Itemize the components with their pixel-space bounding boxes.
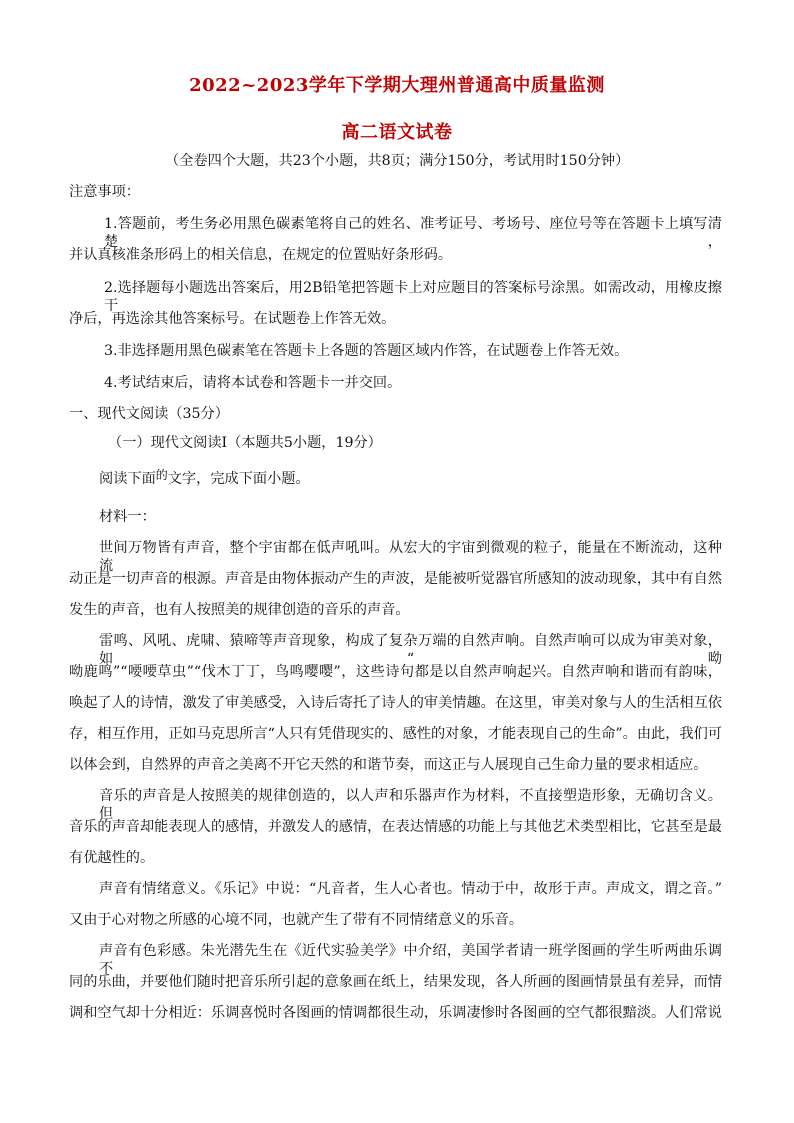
p2-line-2: 呦鹿鸣”“喓喓草虫”“伐木丁丁，鸟鸣嘤嘤”，这些诗句都是以自然声响起兴。自然声响和谐而有韵味，	[69, 664, 722, 680]
p2-line-1: 雷鸣、风吼、虎啸、猿啼等声音现象，构成了复杂万端的自然声响。自然声响可以成为审美对象，如“呦	[99, 633, 722, 667]
instruction-superscript: 的	[155, 468, 168, 482]
p5-line-3: 调和空气却十分相近：乐调喜悦时各图画的情调都很生动，乐调凄惨时各图画的空气都很黯淡。人们常说	[69, 1005, 722, 1021]
note-item-1-line-2: 并认真核准条形码上的相关信息，在规定的位置贴好条形码。	[69, 247, 453, 263]
note-item-3: 3.非选择题用黑色碳素笔在答题卡上各题的答题区域内作答，在试题卷上作答无效。	[104, 343, 629, 359]
exam-subtitle: 高二语文试卷	[341, 122, 453, 143]
p3-line-2: 音乐的声音却能表现人的感情，并激发人的感情，在表达情感的功能上与其他艺术类型相比，它甚至是最	[69, 819, 722, 835]
p1-line-3: 发生的声音，也有人按照美的规律创造的音乐的声音。	[69, 602, 410, 618]
p1-line-2: 动正是一切声音的根源。声音是由物体振动产生的声波，是能被听觉器官所感知的波动现象，其中有自然	[69, 571, 722, 587]
instruction-part-b: 文字，完成下面小题。	[167, 471, 310, 487]
p1-line-1: 世间万物皆有声音，整个宇宙都在低声吼叫。从宏大的宇宙到微观的粒子，能量在不断流动，这种流	[99, 540, 722, 574]
material-label: 材料一：	[99, 509, 156, 525]
note-item-1-line-1: 1.答题前，考生务必用黑色碳素笔将自己的姓名、准考证号、考场号、座位号等在答题卡上填写清楚，	[104, 216, 722, 250]
p4-line-1: 声音有情绪意义。《乐记》中说：“凡音者，生人心者也。情动于中，故形于声。声成文，谓之音。”	[99, 881, 722, 897]
instruction-part-a: 阅读下面	[99, 471, 156, 487]
p2-line-3: 唤起了人的诗情，激发了审美感受，入诗后寄托了诗人的审美情趣。在这里，审美对象与人的生活相互依	[69, 695, 722, 711]
note-item-2-line-1: 2.选择题每小题选出答案后，用2B铅笔把答题卡上对应题目的答案标号涂黑。如需改动，用橡皮擦干	[104, 280, 722, 314]
p5-line-2: 同的乐曲，并要他们随时把音乐所引起的意象画在纸上，结果发现，各人所画的图画情景虽有差异，而情	[69, 974, 722, 990]
p5-line-1: 声音有色彩感。朱光潜先生在《近代实验美学》中介绍，美国学者请一班学图画的学生听两曲乐调不	[99, 943, 722, 977]
reading-instruction	[99, 470, 310, 488]
p4-line-2: 又由于心对物之所感的心境不同，也就产生了带有不同情绪意义的乐音。	[69, 912, 524, 928]
note-item-4: 4.考试结束后，请将本试卷和答题卡一并交回。	[104, 375, 402, 391]
exam-title: 2022~2023学年下学期大理州普通高中质量监测	[189, 75, 605, 96]
p3-line-3: 有优越性的。	[69, 850, 155, 866]
section-subheading: （一）现代文阅读Ⅰ（本题共5小题，19分）	[108, 435, 382, 451]
note-item-2-line-2: 净后，再选涂其他答案标号。在试题卷上作答无效。	[69, 311, 396, 327]
p3-line-1: 音乐的声音是人按照美的规律创造的，以人声和乐器声作为材料，不直接塑造形象，无确切含义。但	[99, 788, 722, 822]
notes-heading: 注意事项：	[69, 184, 140, 200]
exam-info: （全卷四个大题，共23个小题，共8页；满分150分，考试用时150分钟）	[165, 153, 630, 169]
section-heading: 一、现代文阅读（35分）	[69, 406, 229, 422]
p2-line-4: 存，相互作用，正如马克思所言“人只有凭借现实的、感性的对象，才能表现自己的生命”。由此，我们可	[69, 726, 722, 742]
p2-line-5: 以体会到，自然界的声音之美离不开它天然的和谐节奏，而这正与人展现自己生命力量的要求相适应。	[69, 757, 708, 773]
